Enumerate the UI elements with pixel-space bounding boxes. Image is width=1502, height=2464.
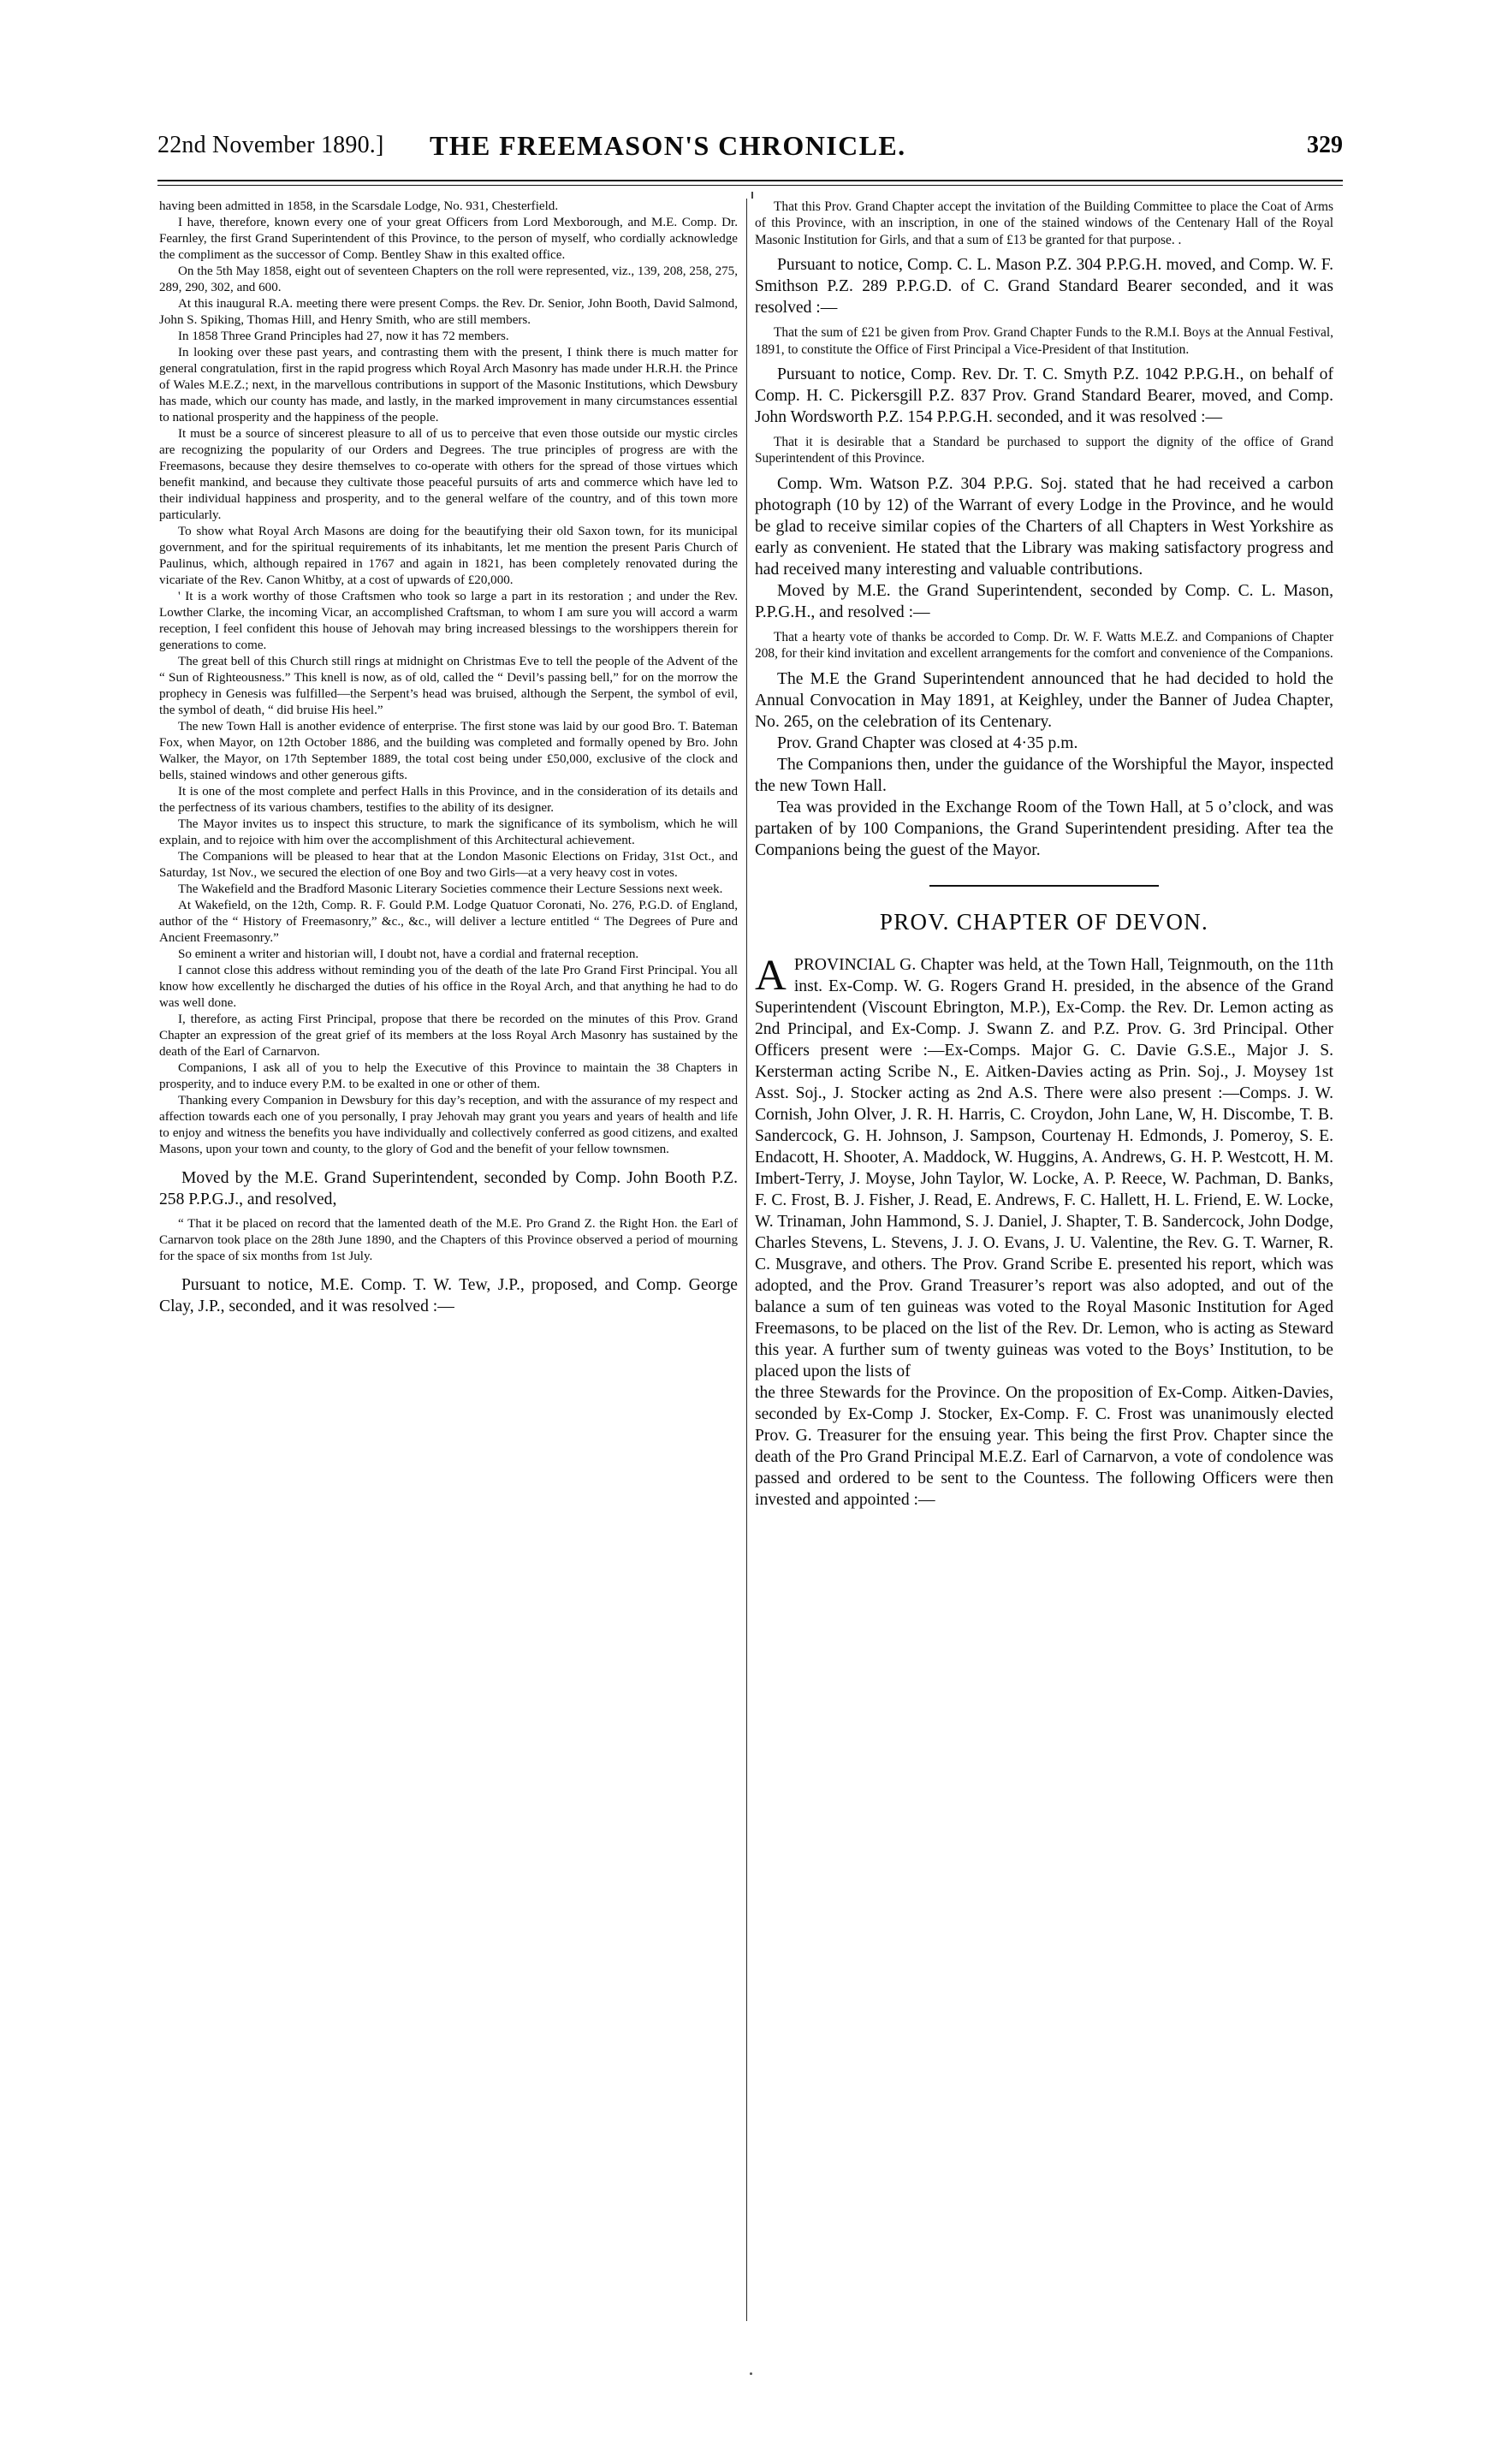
resolution-motion: Moved by M.E. the Grand Superintendent, seconded by Comp. C. L. Mason, P.P.G.H., and resolved :— — [755, 581, 1333, 621]
section-lead-paragraph — [755, 951, 1333, 1382]
paragraph: The great bell of this Church still rings at midnight on Christmas Eve to tell the people of the Advent of the “ Sun of Righteousness.” This knell is now, as of old, called the “ Devil’s passing bell,” for on the morrow the prophecy in Genesis was fulfilled—the Serpent’s head was bruised, although the Serpent, the symbol of evil, the symbol of death, “ did bruise His heel.” — [159, 655, 738, 717]
masthead — [157, 130, 1343, 176]
masthead-rule — [157, 180, 1343, 181]
paragraph: At this inaugural R.A. meeting there were present Comps. the Rev. Dr. Senior, John Booth, David Salmond, John S. Spiking, Thomas Hill, and Henry Smith, who are still members. — [159, 297, 738, 327]
section-divider-rule — [929, 885, 1159, 887]
drop-cap-letter: A — [755, 951, 787, 1000]
paragraph: Prov. Grand Chapter was closed at 4·35 p.m. — [777, 733, 1078, 752]
masthead-rule-secondary — [157, 185, 1343, 186]
paragraph: ' It is a work worthy of those Craftsmen who took so large a part in its restoration ; and under the Rev. Lowther Clarke, the incoming Vicar, an accomplished Craftsman, to whom I am sure you will accord a warm reception, I feel confident this house of Jehovah may bring increased blessings to the worshippers therein for generations to come. — [159, 590, 738, 652]
paragraph: The Companions then, under the guidance of the Worshipful the Mayor, inspected the new Town Hall. — [755, 755, 1333, 795]
resolution-motion: Pursuant to notice, Comp. Rev. Dr. T. C. Smyth P.Z. 1042 P.P.G.H., on behalf of Comp. H. C. Pickersgill P.Z. 837 Prov. Grand Standard Bearer, moved, and Comp. John Wordsworth P.Z. 154 P.P.G.H. seconded, and it was resolved :— — [755, 365, 1333, 427]
paragraph: The M.E the Grand Superintendent announced that he had decided to hold the Annual Convocation in May 1891, at Keighley, under the Banner of Judea Chapter, No. 265, on the celebration of its Centenary. — [755, 669, 1333, 731]
right-column — [755, 199, 1333, 1511]
paragraph: In 1858 Three Grand Principles had 27, now it has 72 members. — [178, 330, 509, 343]
paragraph: Tea was provided in the Exchange Room of the Town Hall, at 5 o’clock, and was partaken of by 100 Companions, the Grand Superintendent presiding. After tea the Companions being the guest of the Mayor. — [755, 798, 1333, 859]
masthead-date: 22nd November 1890.] — [157, 132, 384, 158]
paragraph: It must be a source of sincerest pleasure to all of us to perceive that even those outside our mystic circles are recognizing the popularity of our Orders and Degrees. The true principles of progress are with the Freemasons, because they desire themselves to co-operate with others for the spread of those virtues which benefit mankind, and because they cultivate those peaceful pursuits of arts and commerce which have led to their individual happiness and prosperity, and to the general welfare of the country, and of this town more particularly. — [159, 427, 738, 522]
resolution-text: “ That it be placed on record that the lamented death of the M.E. Pro Grand Z. the Right Hon. the Earl of Carnarvon took place on the 28th June 1890, and the Chapters of this Province observed a period of mourning for the space of six months from 1st July. — [159, 1217, 738, 1263]
section-lead-text: PROVINCIAL G. Chapter was held, at the Town Hall, Teignmouth, on the 11th inst. Ex-Comp. W. G. Rogers Grand H. presided, in the absence of the Grand Superintendent (Viscount Ebrington, M.P.), Ex-Comp. the Rev. Dr. Lemon acting as 2nd Principal, and Ex-Comp. J. Swann Z. and P.Z. Prov. G. 3rd Principal. Other Officers present were :—Ex-Comps. Major G. C. Davie G.S.E., Major J. S. Kersterman acting Scribe N., E. Aitken-Davies acting as Prin. Soj., J. Moysey 1st Asst. Soj., J. Stocker acting as 2nd A.S. There were also present :—Comps. J. W. Cornish, John Olver, J. R. H. Harris, C. Croydon, John Lane, W, H. Discombe, T. B. Sandercock, G. H. Johnson, J. Sampson, Courtenay H. Edmonds, J. Pomeroy, S. E. Endacott, H. Shooter, A. Maddock, W. Huggins, A. Andrews, G. H. P. Westcott, H. M. Imbert-Terry, J. Moyse, John Taylor, W. Locke, A. P. Reece, W. Pachman, D. Banks, F. C. Frost, B. J. Fisher, J. Read, E. Andrews, F. C. Hallett, H. L. Friend, E. W. Locke, W. Trinaman, John Hammond, S. J. Daniel, J. Shapter, T. B. Sandercock, John Dodge, Charles Stevens, L. Stevens, J. J. O. Evans, J. U. Valentine, the Rev. G. T. Warner, R. C. Musgrave, and others. The Prov. Grand Scribe E. presented his report, which was adopted, and the Prov. Grand Treasurer’s report was also adopted, and out of the balance a sum of ten guineas was voted to the Royal Masonic Institution for Aged Freemasons, to be placed on the list of the Rev. Dr. Lemon, who is acting as Steward this year. A further sum of twenty guineas was voted to the Boys’ Institution, to be placed upon the lists of — [755, 955, 1333, 1380]
paragraph: On the 5th May 1858, eight out of seventeen Chapters on the roll were represented, viz., 139, 208, 258, 275, 289, 290, 302, and 600. — [159, 264, 738, 294]
paragraph: In looking over these past years, and contrasting them with the present, I think there is much matter for general congratulation, first in the rapid progress which Royal Arch Masonry has made under H.R.H. the Prince of Wales M.E.Z.; next, in the marvellous contributions in support of the Masonic Institutions, which Dewsbury has made, which our county has made, and lastly, in the marked improvement in many circumstances essential to national prosperity and the happiness of the people. — [159, 346, 738, 425]
resolution-motion: Moved by the M.E. Grand Superintendent, seconded by Comp. John Booth P.Z. 258 P.P.G.J., and resolved, — [159, 1169, 738, 1208]
resolution-text: That it is desirable that a Standard be purchased to support the dignity of the office of Grand Superintendent of this Province. — [755, 435, 1333, 466]
paragraph: It is one of the most complete and perfect Halls in this Province, and in the consideration of its details and the perfectness of its various chambers, testifies to the ability of its designer. — [159, 785, 738, 815]
print-speck — [750, 2372, 752, 2375]
paragraph: At Wakefield, on the 12th, Comp. R. F. Gould P.M. Lodge Quatuor Coronati, No. 276, P.G.D. of England, author of the “ History of Freemasonry,” &c., &c., will deliver a lecture entitled “ The Degrees of Pure and Ancient Freemasonry.” — [159, 899, 738, 945]
paragraph: I cannot close this address without reminding you of the death of the late Pro Grand First Principal. You all know how excellently he discharged the duties of his office in the Royal Arch, and that anything he had to do was well done. — [159, 964, 738, 1010]
paragraph: I, therefore, as acting First Principal, propose that there be recorded on the minutes of this Prov. Grand Chapter an expression of the great grief of its members at the loss Royal Arch Masonry has sustained by the death of the Earl of Carnarvon. — [159, 1012, 738, 1059]
paragraph: The Wakefield and the Bradford Masonic Literary Societies commence their Lecture Sessions next week. — [178, 882, 723, 896]
paragraph: The Companions will be pleased to hear that at the London Masonic Elections on Friday, 31st Oct., and Saturday, 1st Nov., we secured the election of one Boy and two Girls—at a very heavy cost in votes. — [159, 850, 738, 880]
publication-title: THE FREEMASON'S CHRONICLE. — [430, 130, 906, 161]
paragraph: The Mayor invites us to inspect this structure, to mark the significance of its symbolism, which he will explain, and to rejoice with him over the accomplishment of this Architectural achievement. — [159, 817, 738, 847]
paragraph: Companions, I ask all of you to help the Executive of this Province to maintain the 38 Chapters in prosperity, and to induce every P.M. to be exalted in one or other of them. — [159, 1061, 738, 1091]
paragraph: Comp. Wm. Watson P.Z. 304 P.P.G. Soj. stated that he had received a carbon photograph (10 by 12) of the Warrant of every Lodge in the Province, and he would be glad to receive similar copies of the Charters of all Chapters in West Yorkshire as early as convenient. He stated that the Library was making satisfactory progress and had received many interesting and valuable contributions. — [755, 474, 1333, 579]
paragraph: I have, therefore, known every one of your great Officers from Lord Mexborough, and M.E. Comp. Dr. Fearnley, the first Grand Superintendent of this Province, to the person of myself, who cordially acknowledge the compliment as the successor of Comp. Bentley Shaw in this exalted office. — [159, 216, 738, 262]
resolution-motion: Pursuant to notice, Comp. C. L. Mason P.Z. 304 P.P.G.H. moved, and Comp. W. F. Smithson P.Z. 289 P.P.G.D. of C. Grand Standard Bearer seconded, and it was resolved :— — [755, 256, 1333, 318]
resolution-text: That this Prov. Grand Chapter accept the invitation of the Building Committee to place the Coat of Arms of this Province, with an inscription, in one of the stained windows of the Centenary Hall of the Royal Masonic Institution for Girls, and that a sum of £13 be granted for that purpose. . — [755, 199, 1333, 247]
print-speck-top — [751, 192, 753, 199]
resolution-text: That a hearty vote of thanks be accorded to Comp. Dr. W. F. Watts M.E.Z. and Companions of Chapter 208, for their kind invitation and excellent arrangements for the comfort and convenience of the Companions. — [755, 629, 1333, 662]
section-heading-wrap — [755, 909, 1333, 935]
resolution-text: That the sum of £21 be given from Prov. Grand Chapter Funds to the R.M.I. Boys at the Annual Festival, 1891, to constitute the Office of First Principal a Vice-President of that Institution. — [755, 325, 1333, 357]
paragraph: Thanking every Companion in Dewsbury for this day’s reception, and with the assurance of my respect and affection towards each one of you personally, I pray Jehovah may grant you years and years of health and life to enjoy and witness the benefits you have individually and collectively conferred as good citizens, and exalted Masons, upon your town and county, to the glory of God and the benefit of your fellow townsmen. — [159, 1094, 738, 1156]
paragraph: The new Town Hall is another evidence of enterprise. The first stone was laid by our good Bro. T. Bateman Fox, when Mayor, on 12th October 1886, and the building was completed and formally opened by Bro. John Walker, the Mayor, on 17th September 1889, the total cost being under £50,000, exclusive of the clock and bells, stained windows and other generous gifts. — [159, 720, 738, 782]
resolution-motion: Pursuant to notice, M.E. Comp. T. W. Tew, J.P., proposed, and Comp. George Clay, J.P., seconded, and it was resolved :— — [159, 1276, 738, 1315]
left-column — [159, 199, 738, 1317]
section-heading: PROV. CHAPTER OF DEVON. — [879, 908, 1209, 935]
paragraph: So eminent a writer and historian will, I doubt not, have a cordial and fraternal reception. — [178, 947, 639, 961]
section-tail-paragraph: the three Stewards for the Province. On the proposition of Ex-Comp. Aitken-Davies, seconded by Ex-Comp J. Stocker, Ex-Comp. F. C. Frost was unanimously elected Prov. G. Treasurer for the ensuing year. This being the first Prov. Chapter since the death of the Pro Grand Principal M.E.Z. Earl of Carnarvon, a vote of condolence was passed and ordered to be sent to the Countess. The following Officers were then invested and appointed :— — [755, 1383, 1333, 1509]
column-divider — [746, 199, 747, 2321]
paragraph: having been admitted in 1858, in the Scarsdale Lodge, No. 931, Chesterfield. — [159, 199, 559, 213]
paragraph: To show what Royal Arch Masons are doing for the beautifying their old Saxon town, for its municipal government, and for the spiritual requirements of its inhabitants, let me mention the present Paris Church of Paulinus, which, although repaired in 1767 and again in 1821, has been completely renovated during the vicariate of the Rev. Canon Whitby, at a cost of upwards of £20,000. — [159, 525, 738, 587]
page-number: 329 — [1307, 132, 1343, 158]
